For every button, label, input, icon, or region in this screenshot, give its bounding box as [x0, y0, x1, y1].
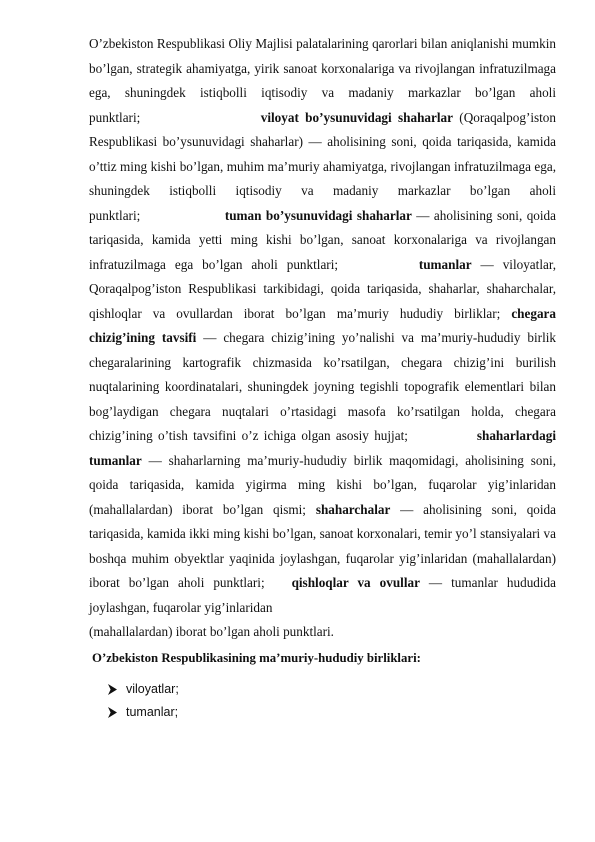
text-segment: — aholisining soni, qoida tariqasida, kamida yetti ming kishi bo’lgan, sanoat korxonalariga va rivojlangan infratuzilmaga ega bo’lgan aholi punktlari; [89, 207, 556, 272]
paragraph-last-line: (mahallalardan) iborat bo’lgan aholi punktlari. [89, 624, 334, 639]
arrow-bullet-icon [108, 707, 117, 718]
text-segment: — chegara chizig’ining yo’nalishi va ma’muriy-hududiy birlik chegaralarining kartografik chizmasida ko’rsatilgan, chegara chizig’ini burilish nuqtalarining koordinatalari, shuningdek joyning tegishli topografik elementlari bilan bog’laydigan chegara nuqtalari o’rtasidagi masofa ko’rsatilgan holda, chegara chizig’ining o’tish tavsifini o’z ichiga olgan asosiy hujjat; [89, 330, 556, 443]
text-segment: — shaharlarning ma’muriy-hududiy birlik maqomidagi, aholisining soni, qoida tariqasida, kamida yigirma ming kishi bo’lgan, fuqarolar yig’inlaridan (mahallalardan) iborat bo’lgan qismi; [89, 452, 556, 517]
text-segment: O’zbekiston Respublikasi Oliy Majlisi palatalarining qarorlari bilan aniqlanishi mumkin bo’lgan, strategik ahamiyatga, yirik sanoat korxonalariga va rivojlangan infratuzilmaga ega, shuningdek istiqbolli iqtisodiy va madaniy markazlar bo’lgan aholi punktlari; [89, 36, 556, 125]
term-shaharchalar: shaharchalar [315, 501, 391, 517]
list-item-label: viloyatlar; [126, 682, 179, 696]
text-segment: — tumanlar hududida joylashgan, fuqarolar yig’inlaridan [89, 575, 557, 615]
list-item [89, 678, 556, 701]
term-qishloqlar: qishloqlar va ovullar [291, 575, 420, 590]
section-heading: O’zbekiston Respublikasining ma’muriy-hududiy birliklari: [92, 650, 421, 665]
term-chegara: chegara chizig’ining tavsifi [89, 305, 556, 345]
text-segment: (Qoraqalpog’iston Respublikasi bo’ysunuvidagi shaharlar) — aholisining soni, qoida tariqasida, kamida o’ttiz ming kishi bo’lgan, muhim ma’muriy ahamiyatga, rivojlangan infratuzilmaga ega, shuningdek istiqbolli iqtisodiy va madaniy markazlar bo’lgan aholi punktlari; [89, 109, 556, 223]
bullet-list [89, 678, 556, 724]
term-viloyat: viloyat bo’ysunuvidagi shaharlar [260, 109, 453, 125]
term-tuman: tuman bo’ysunuvidagi shaharlar [224, 207, 412, 223]
text-segment: — viloyatlar, Qoraqalpog’iston Respublikasi tarkibidagi, qoida tariqasida, shaharlar, shaharchalar, qishloqlar va ovullardan iborat bo’lgan ma’muriy hududiy birliklar; [89, 256, 557, 321]
term-tumanlar: tumanlar [418, 256, 472, 272]
document-page [89, 32, 556, 724]
text-segment: — aholisining soni, qoida tariqasida, kamida ikki ming kishi bo’lgan, sanoat korxonalari, temir yo’l stansiyalari va boshqa muhim obyektlar yaqinida joylashgan, fuqarolar yig’inlaridan (mahallalardan) iborat bo’lgan aholi punktlari; [89, 501, 556, 590]
list-item-label: tumanlar; [126, 705, 179, 719]
term-shaharlardagi: shaharlardagi tumanlar [89, 428, 556, 468]
list-item [89, 701, 556, 724]
arrow-bullet-icon [108, 684, 117, 695]
definitions-paragraph [89, 32, 556, 620]
